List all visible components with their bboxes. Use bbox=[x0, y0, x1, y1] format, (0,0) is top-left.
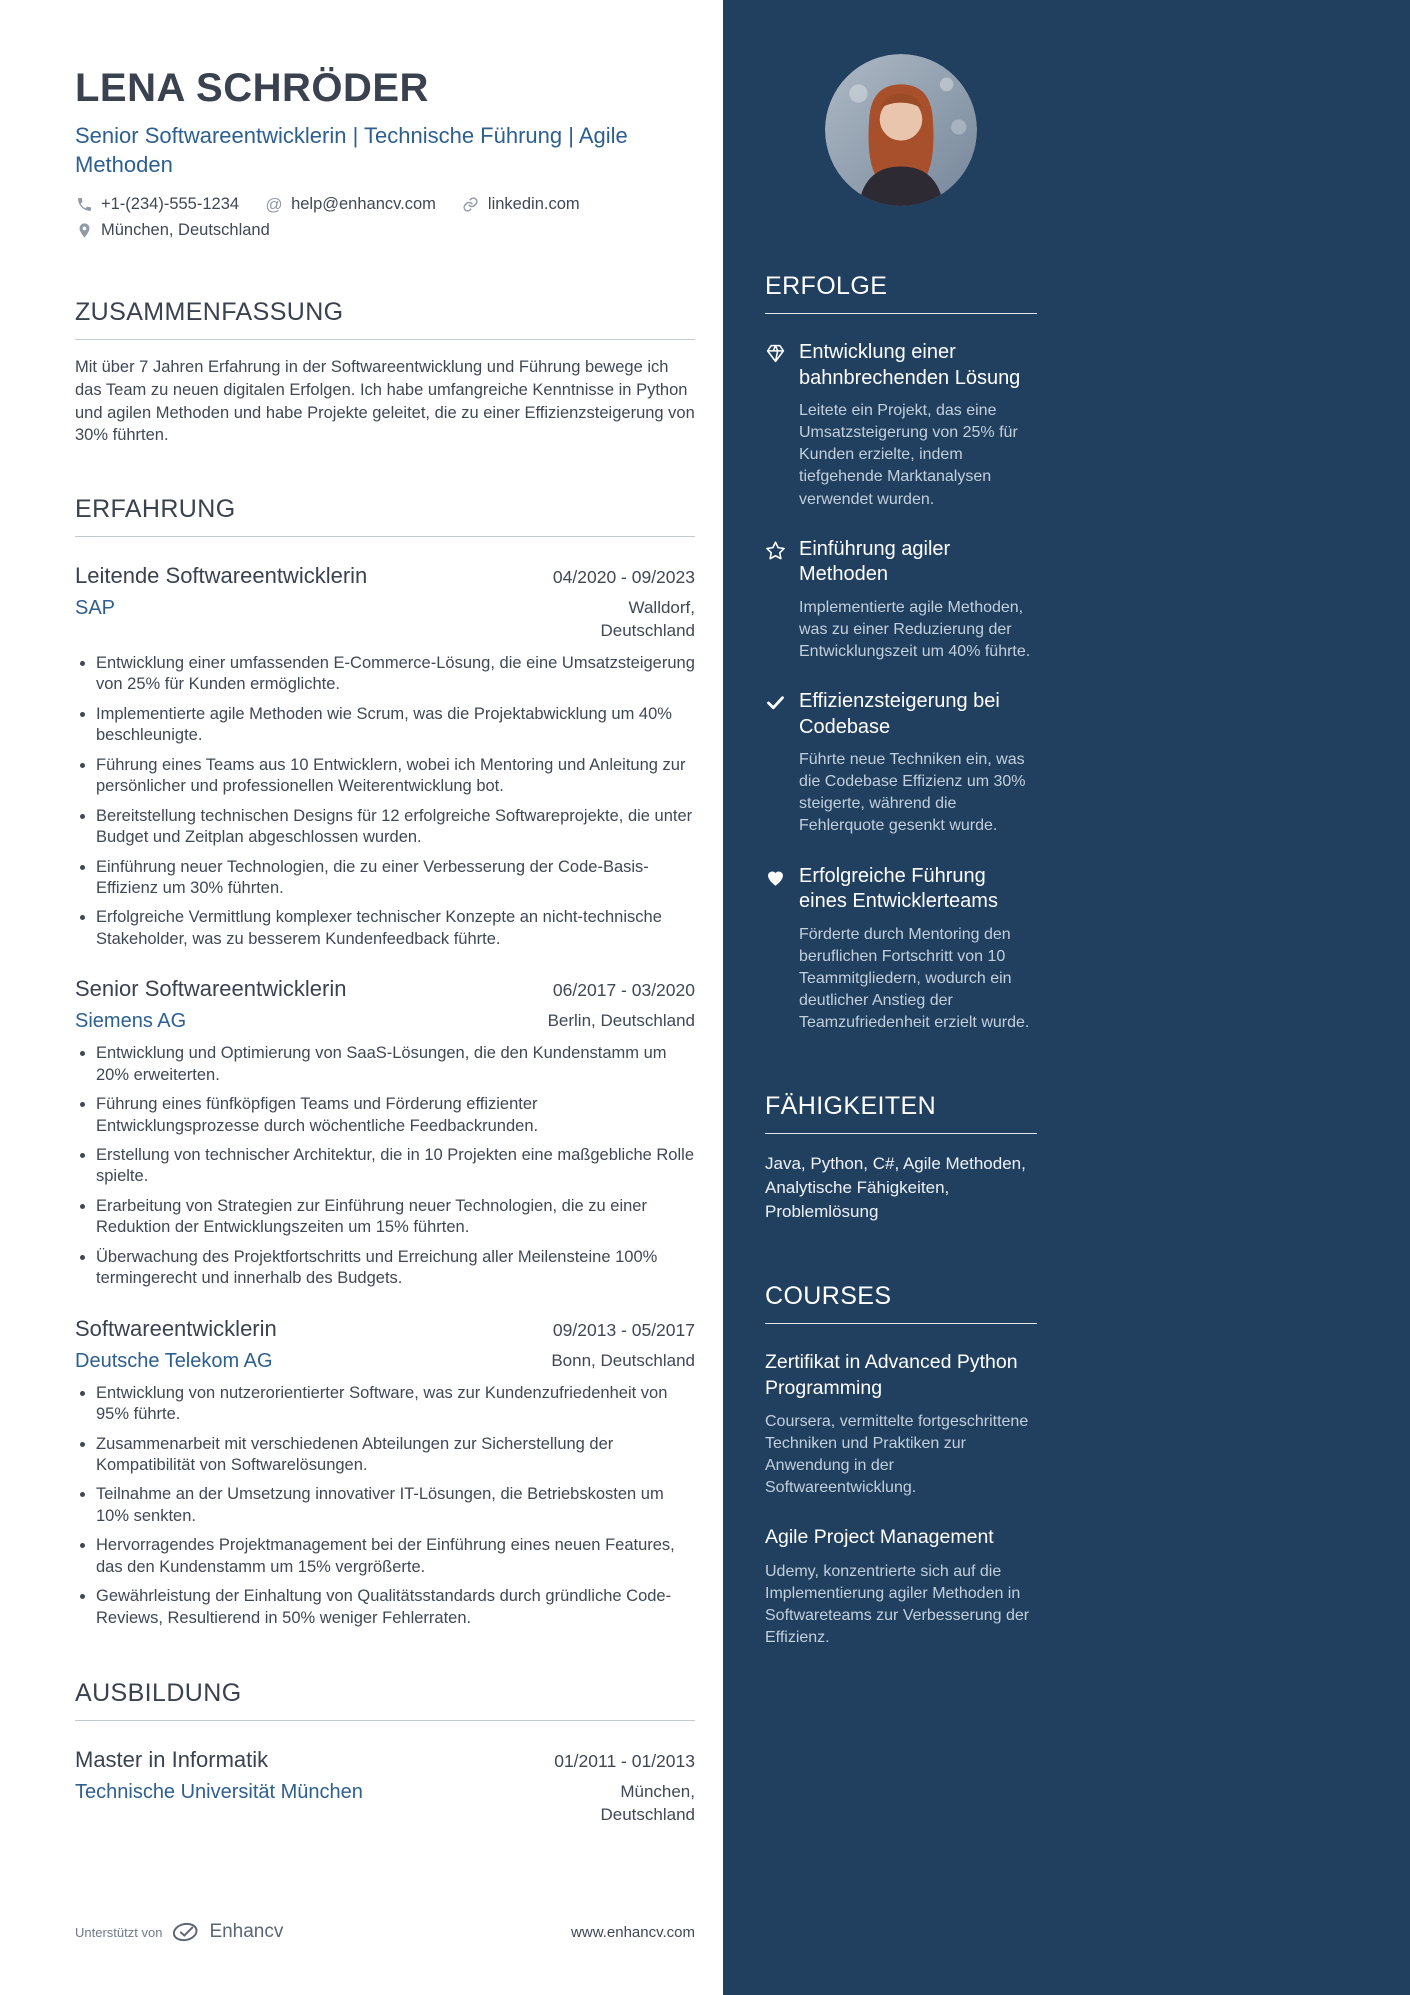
link-contact[interactable] bbox=[462, 195, 580, 214]
site-url[interactable]: www.enhancv.com bbox=[571, 1923, 695, 1941]
job-entry bbox=[75, 563, 695, 950]
achievement-text: Implementierte agile Methoden, was zu einer Reduzierung der Entwicklungszeit um 40% führte. bbox=[799, 598, 1031, 660]
profile-photo bbox=[825, 54, 977, 206]
experience-heading: ERFAHRUNG bbox=[75, 495, 695, 537]
link-icon bbox=[462, 196, 480, 214]
bullet-item: • Entwicklung von nutzerorientierter Software, was zur Kundenzufriedenheit von 95% führte. bbox=[96, 1383, 695, 1426]
achievement-item bbox=[765, 537, 1037, 663]
job-dates: 06/2017 - 03/2020 bbox=[552, 980, 695, 1001]
course-title: Zertifikat in Advanced Python Programming bbox=[765, 1351, 1018, 1399]
job-dates: 04/2020 - 09/2023 bbox=[552, 567, 695, 588]
summary-heading: ZUSAMMENFASSUNG bbox=[75, 298, 695, 340]
achievement-text: Führte neue Techniken ein, was die Codebase Effizienz um 30% steigerte, während die Fehlerquote gesenkt wurde. bbox=[799, 751, 1026, 835]
job-company: Deutsche Telekom AG bbox=[75, 1349, 273, 1372]
gem-icon bbox=[765, 340, 799, 391]
candidate-name: LENA SCHRÖDER bbox=[75, 66, 429, 110]
bullet-item: • Gewährleistung der Einhaltung von Qualitätsstandards durch gründliche Code-Reviews, Resultierend in 50% weniger Fehlerraten. bbox=[96, 1586, 695, 1629]
bullet-item: • Zusammenarbeit mit verschiedenen Abteilungen zur Sicherstellung der Kompatibilität von Softwarelösungen. bbox=[96, 1434, 695, 1477]
link-text[interactable]: linkedin.com bbox=[487, 195, 580, 214]
bullet-item: • Entwicklung und Optimierung von SaaS-Lösungen, die den Kundenstamm um 20% erweiterten. bbox=[96, 1043, 695, 1086]
email-icon: @ bbox=[265, 195, 283, 215]
achievement-item bbox=[765, 689, 1037, 838]
course-item bbox=[765, 1350, 1037, 1499]
achievement-title: Erfolgreiche Führung eines Entwicklerteams bbox=[799, 864, 998, 913]
heart-icon bbox=[765, 864, 799, 915]
phone-contact bbox=[75, 195, 239, 214]
job-bullets bbox=[75, 653, 695, 950]
achievement-text: Leitete ein Projekt, das eine Umsatzsteigerung von 25% für Kunden erzielte, indem tiefgehende Marktanalysen verwendet wurden. bbox=[799, 402, 1018, 508]
bullet-item: • Hervorragendes Projektmanagement bei der Einführung eines neuen Features, das den Kundenstamm um 15% vergrößerte. bbox=[96, 1535, 695, 1578]
achievement-item bbox=[765, 340, 1037, 511]
powered-by-label: Unterstützt von bbox=[75, 1924, 163, 1940]
job-title: Leitende Softwareentwicklerin bbox=[75, 563, 368, 589]
location-row bbox=[75, 221, 695, 240]
job-bullets bbox=[75, 1383, 695, 1629]
location-icon bbox=[75, 222, 93, 240]
page-footer bbox=[75, 1921, 695, 1943]
summary-text: Mit über 7 Jahren Erfahrung in der Softwareentwicklung und Führung bewege ich das Team zu neuen digitalen Erfolgen. Ich habe umfangreiche Kenntnisse in Python und agilen Methoden und habe Projekte geleitet, die zu einer Effizienzsteigerung von 30% führten. bbox=[75, 358, 695, 445]
job-title: Senior Softwareentwicklerin bbox=[75, 976, 347, 1002]
bullet-item: • Teilnahme an der Umsetzung innovativer IT-Lösungen, die Betriebskosten um 10% senkten. bbox=[96, 1484, 695, 1527]
achievement-title: Einführung agiler Methoden bbox=[799, 537, 951, 586]
education-heading: AUSBILDUNG bbox=[75, 1679, 695, 1721]
degree-title: Master in Informatik bbox=[75, 1747, 269, 1772]
skills-heading: FÄHIGKEITEN bbox=[765, 1092, 1037, 1134]
resume-sidebar bbox=[723, 0, 1410, 1995]
phone-icon bbox=[75, 196, 93, 214]
phone-number: +1-(234)-555-1234 bbox=[101, 195, 240, 214]
job-entry bbox=[75, 1316, 695, 1629]
job-location: Berlin, Deutschland bbox=[547, 1011, 695, 1031]
contact-row bbox=[75, 195, 695, 214]
job-company: Siemens AG bbox=[75, 1010, 187, 1033]
skills-text: Java, Python, C#, Agile Methoden, Analytische Fähigkeiten, Problemlösung bbox=[765, 1154, 1026, 1222]
achievement-title: Entwicklung einer bahnbrechenden Lösung bbox=[799, 341, 1021, 389]
education-dates: 01/2011 - 01/2013 bbox=[554, 1751, 695, 1771]
location-contact bbox=[75, 221, 270, 240]
job-company: SAP bbox=[75, 597, 116, 620]
bullet-item: • Entwicklung einer umfassenden E-Commerce-Lösung, die eine Umsatzsteigerung von 25% für Kunden ermöglichte. bbox=[96, 653, 695, 696]
candidate-headline: Senior Softwareentwicklerin | Technische Führung | Agile Methoden bbox=[75, 123, 628, 178]
bullet-item: • Erfolgreiche Vermittlung komplexer technischer Konzepte an nicht-technische Stakeholder, was zu besserem Kundenfeedback führte. bbox=[96, 907, 695, 950]
job-entry bbox=[75, 976, 695, 1289]
bullet-item: • Führung eines Teams aus 10 Entwicklern, wobei ich Mentoring und Anleitung zur persönlicher und professionellen Weiterentwicklung bot. bbox=[96, 755, 695, 798]
bullet-item: • Einführung neuer Technologien, die zu einer Verbesserung der Code-Basis-Effizienz um 30% führten. bbox=[96, 857, 695, 900]
courses-heading: COURSES bbox=[765, 1282, 1037, 1324]
job-title: Softwareentwicklerin bbox=[75, 1315, 277, 1341]
bullet-item: • Erstellung von technischer Architektur, die in 10 Projekten eine maßgebliche Rolle spielte. bbox=[96, 1145, 695, 1188]
star-icon bbox=[765, 537, 799, 588]
email-address[interactable]: help@enhancv.com bbox=[291, 195, 436, 214]
location-text: München, Deutschland bbox=[101, 221, 270, 240]
course-item bbox=[765, 1525, 1037, 1649]
bullet-item: • Überwachung des Projektfortschritts und Erreichung aller Meilensteine 100% termingerecht und innerhalb des Budgets. bbox=[96, 1247, 695, 1290]
achievement-title: Effizienzsteigerung bei Codebase bbox=[799, 690, 1000, 738]
course-text: Coursera, vermittelte fortgeschrittene Techniken und Praktiken zur Anwendung in der Softwareentwicklung. bbox=[765, 1413, 1029, 1497]
education-location: München, Deutschland bbox=[600, 1782, 695, 1824]
job-location: Walldorf, Deutschland bbox=[600, 598, 695, 641]
education-entry bbox=[75, 1747, 695, 1827]
bullet-item: • Erarbeitung von Strategien zur Einführung neuer Technologien, die zu einer Reduktion der Entwicklungszeiten um 15% führten. bbox=[96, 1196, 695, 1239]
job-location: Bonn, Deutschland bbox=[551, 1350, 695, 1370]
bullet-item: • Führung eines fünfköpfigen Teams und Förderung effizienter Entwicklungsprozesse durch wöchentliche Feedbackrunden. bbox=[96, 1094, 695, 1137]
enhancv-logo bbox=[172, 1921, 283, 1943]
email-contact[interactable] bbox=[265, 195, 436, 214]
check-icon bbox=[765, 689, 799, 740]
achievement-text: Förderte durch Mentoring den beruflichen Fortschritt von 10 Teammitgliedern, wodurch ein deutlicher Anstieg der Teamzufriedenheit erzielt wurde. bbox=[799, 925, 1030, 1031]
school-name: Technische Universität München bbox=[75, 1781, 363, 1803]
achievements-heading: ERFOLGE bbox=[765, 272, 1037, 314]
bullet-item: • Implementierte agile Methoden wie Scrum, was die Projektabwicklung um 40% beschleunigte. bbox=[96, 704, 695, 747]
bullet-item: • Bereitstellung technischen Designs für 12 erfolgreiche Softwareprojekte, die unter Budget und Zeitplan abgeschlossen wurden. bbox=[96, 806, 695, 849]
job-dates: 09/2013 - 05/2017 bbox=[552, 1319, 695, 1340]
course-text: Udemy, konzentrierte sich auf die Implementierung agiler Methoden in Softwareteams zur Verbesserung der Effizienz. bbox=[765, 1562, 1030, 1647]
course-title: Agile Project Management bbox=[765, 1526, 994, 1549]
brand-name: Enhancv bbox=[209, 1921, 284, 1942]
job-bullets bbox=[75, 1043, 695, 1289]
achievement-item bbox=[765, 864, 1037, 1035]
